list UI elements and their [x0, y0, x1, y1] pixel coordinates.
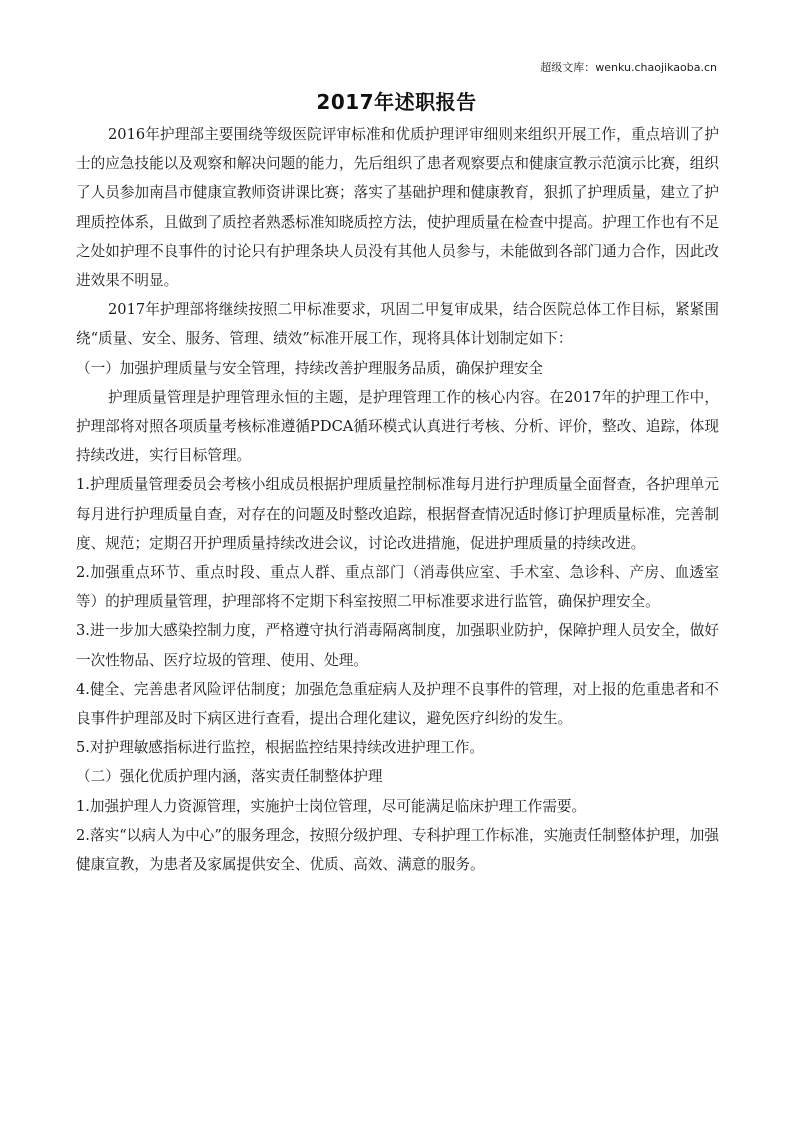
list-item-2-2: 2.落实“以病人为中心”的服务理念，按照分级护理、专科护理工作标准，实施责任制整体护理，加强健康宣教，为患者及家属提供安全、优质、高效、满意的服务。 — [76, 826, 719, 874]
section-heading-1: （一）加强护理质量与安全管理，持续改善护理服务品质，确保护理安全 — [76, 359, 544, 377]
section-heading-2: （二）强化优质护理内涵，落实责任制整体护理 — [76, 768, 383, 786]
list-item-1-1: 1.护理质量管理委员会考核小组成员根据护理质量控制标准每月进行护理质量全面督查，各护理单元每月进行护理质量自查，对存在的问题及时整改追踪，根据督查情况适时修订护理质量标准，完善制度、规范；定期召开护理质量持续改进会议，讨论改进措施，促进护理质量的持续改进。 — [76, 476, 719, 552]
source-note: 超级文库：wenku.chaojikaoba.cn — [540, 61, 717, 74]
document-title: 2017年述职报告 — [316, 90, 477, 114]
list-item-1-4: 4.健全、完善患者风险评估制度；加强危急重症病人及护理不良事件的管理，对上报的危重患者和不良事件护理部及时下病区进行查看，提出合理化建议，避免医疗纠纷的发生。 — [76, 680, 719, 728]
paragraph-intro-2016: 2016年护理部主要围绕等级医院评审标准和优质护理评审细则来组织开展工作，重点培训了护士的应急技能以及观察和解决问题的能力，先后组织了患者观察要点和健康宣教示范演示比赛，组织了人员参加南昌市健康宣教师资讲课比赛；落实了基础护理和健康教育，狠抓了护理质量，建立了护理质控体系，且做到了质控者熟悉标准知晓质控方法，使护理质量在检查中提高。护理工作也有不足之处如护理不良事件的讨论只有护理条块人员没有其他人员参与，未能做到各部门通力合作，因此改进效果不明显。 — [76, 126, 719, 290]
list-item-2-1: 1.加强护理人力资源管理，实施护士岗位管理，尽可能满足临床护理工作需要。 — [76, 797, 587, 815]
list-item-1-5: 5.对护理敏感指标进行监控，根据监控结果持续改进护理工作。 — [76, 739, 484, 757]
paragraph-quality-management: 护理质量管理是护理管理永恒的主题，是护理管理工作的核心内容。在2017年的护理工作中，护理部将对照各项质量考核标准遵循PDCA循环模式认真进行考核、分析、评价，整改、追踪，体现持续改进，实行目标管理。 — [76, 388, 719, 465]
document-body — [76, 120, 719, 879]
list-item-1-3: 3.进一步加大感染控制力度，严格遵守执行消毒隔离制度，加强职业防护，保障护理人员安全，做好一次性物品、医疗垃圾的管理、使用、处理。 — [76, 622, 719, 669]
list-item-1-2: 2.加强重点环节、重点时段、重点人群、重点部门（消毒供应室、手术室、急诊科、产房、血透室等）的护理质量管理，护理部将不定期下科室按照二甲标准要求进行监管，确保护理安全。 — [76, 564, 719, 611]
paragraph-plan-2017: 2017年护理部将继续按照二甲标准要求，巩固二甲复审成果，结合医院总体工作目标，紧紧围绕“质量、安全、服务、管理、绩效”标准开展工作，现将具体计划制定如下： — [76, 301, 719, 348]
